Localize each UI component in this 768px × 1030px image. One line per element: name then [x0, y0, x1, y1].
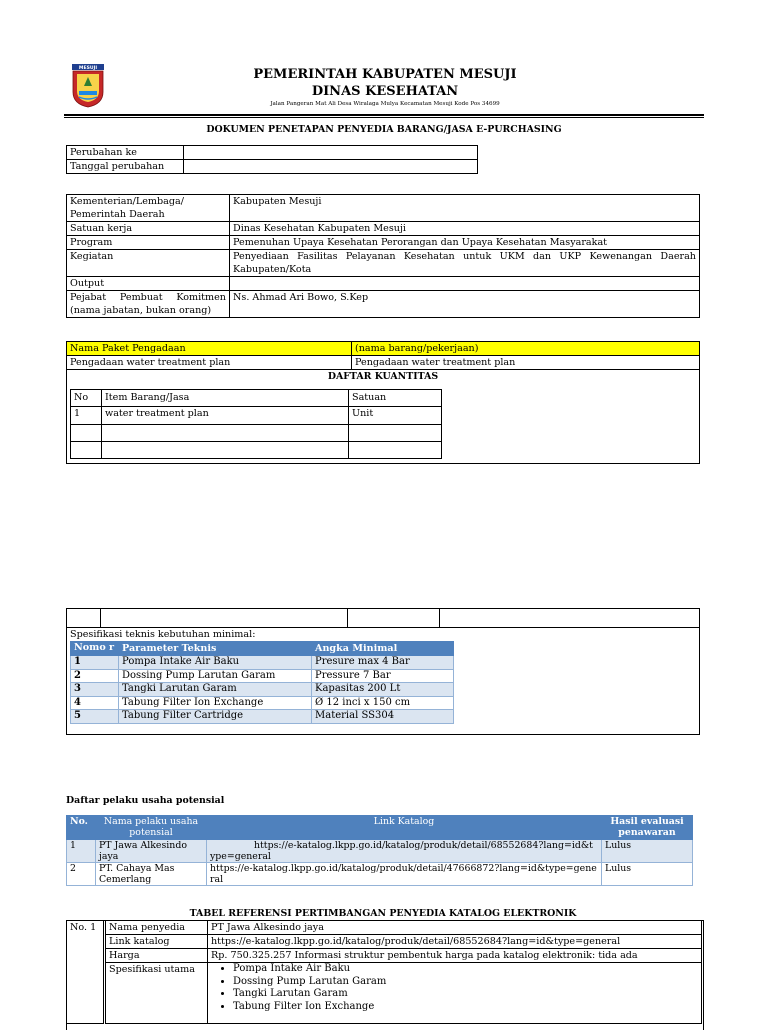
spec-container-table [66, 608, 700, 735]
table-row [71, 656, 454, 670]
info-table [66, 194, 700, 318]
vendor-cell: 2 [67, 863, 96, 886]
vendor-link[interactable]: https://e-katalog.lkpp.go.id/katalog/produk/detail/68552684?lang=id&type=general [207, 840, 602, 863]
price-value: Rp. 750.325.257 Informasi struktur pembentuk harga pada katalog elektronik: tida ada [208, 949, 703, 963]
spec-cell: Tangki Larutan Garam [119, 683, 312, 697]
vendor-link[interactable]: https://e-katalog.lkpp.go.id/katalog/produk/detail/47666872?lang=id&type=general [207, 863, 602, 886]
spec-section [67, 628, 700, 735]
qty-cell [102, 442, 349, 459]
table-row [71, 683, 454, 697]
vendor-header-result: Hasil evaluasi penawaran [602, 816, 693, 840]
qty-cell [349, 442, 442, 459]
empty-cell [348, 609, 440, 628]
spec-header-no: Nomo r [71, 642, 119, 656]
spec-cell: Tabung Filter Cartridge [119, 710, 312, 724]
vendors-title: Daftar pelaku usaha potensial [66, 795, 225, 806]
officer-label-line1: Pejabat Pembuat Komitmen [70, 292, 226, 303]
program-value: Pemenuhan Upaya Kesehatan Perorangan dan Upaya Kesehatan Masyarakat [230, 236, 700, 250]
table-row [71, 407, 442, 425]
spec-cell: Material SS304 [312, 710, 454, 724]
vendor-header-name: Nama pelaku usaha potensial [96, 816, 207, 840]
reference-table [66, 920, 704, 1024]
spec-header-min: Angka Minimal [312, 642, 454, 656]
officer-label [67, 291, 230, 318]
spec-label: Spesifikasi utama [105, 963, 208, 1024]
change-value [184, 146, 478, 160]
price-label: Harga [105, 949, 208, 963]
list-item: • Tangki Larutan Garam [233, 988, 698, 1001]
revision-table [66, 145, 478, 174]
output-value [230, 277, 700, 291]
date-label: Tanggal perubahan [67, 160, 184, 174]
spec-table [70, 641, 454, 724]
vendor-cell: 1 [67, 840, 96, 863]
quantity-section [67, 370, 700, 464]
document-title: DOKUMEN PENETAPAN PENYEDIA BARANG/JASA E-PURCHASING [206, 124, 562, 135]
program-label: Program [67, 236, 230, 250]
agency-title: DINAS KESEHATAN [311, 84, 459, 99]
empty-cell [440, 609, 700, 628]
reference-title: TABEL REFERENSI PERTIMBANGAN PENYEDIA KATALOG ELEKTRONIK [189, 908, 577, 919]
package-name-value-left: Pengadaan water treatment plan [67, 356, 352, 370]
qty-cell [349, 425, 442, 442]
vendor-name-label: Nama penyedia [105, 921, 208, 935]
package-name-hint: (nama barang/pekerjaan) [352, 342, 700, 356]
table-row [71, 442, 442, 459]
vendor-cell: PT Jawa Alkesindo jaya [96, 840, 207, 863]
activity-label: Kegiatan [67, 250, 230, 277]
vendor-header-no: No. [67, 816, 96, 840]
table-row [71, 710, 454, 724]
qty-cell [102, 425, 349, 442]
package-name-label: Nama Paket Pengadaan [67, 342, 352, 356]
spec-cell: 5 [71, 710, 119, 724]
qty-header-item: Item Barang/Jasa [102, 390, 349, 407]
spec-cell: 4 [71, 696, 119, 710]
spec-cell: Dossing Pump Larutan Garam [119, 669, 312, 683]
vendor-cell: Lulus [602, 863, 693, 886]
spec-cell: Pressure 7 Bar [312, 669, 454, 683]
table-row [67, 863, 693, 886]
table-row [71, 669, 454, 683]
spec-header-param: Parameter Teknis [119, 642, 312, 656]
spec-cell: Ø 12 inci x 150 cm [312, 696, 454, 710]
vendor-header-link: Link Katalog [207, 816, 602, 840]
spec-cell: 3 [71, 683, 119, 697]
spec-cell: 2 [71, 669, 119, 683]
regency-logo [70, 64, 106, 108]
list-item: • Pompa Intake Air Baku [233, 963, 698, 976]
empty-cell [67, 609, 101, 628]
unit-label: Satuan kerja [67, 222, 230, 236]
header-rule-thin [64, 117, 704, 118]
activity-value: Penyediaan Fasilitas Pelayanan Kesehatan untuk UKM dan UKP Kewenangan Daerah Kabupaten/Kota [230, 250, 700, 277]
spec-cell: Pompa Intake Air Baku [119, 656, 312, 670]
spec-cell: Tabung Filter Ion Exchange [119, 696, 312, 710]
spec-list [211, 963, 698, 1013]
qty-cell [71, 425, 102, 442]
change-label: Perubahan ke [67, 146, 184, 160]
qty-cell: Unit [349, 407, 442, 425]
ministry-label-line1: Kementerian/Lembaga/ [70, 196, 184, 207]
ministry-label-line2: Pemerintah Daerah [70, 209, 165, 220]
vendor-name-value: PT Jawa Alkesindo jaya [208, 921, 703, 935]
spec-cell: Kapasitas 200 Lt [312, 683, 454, 697]
table-row [67, 840, 693, 863]
output-label: Output [67, 277, 230, 291]
qty-header-no: No [71, 390, 102, 407]
ministry-value: Kabupaten Mesuji [230, 195, 700, 222]
spec-cell: Presure max 4 Bar [312, 656, 454, 670]
officer-value: Ns. Ahmad Ari Bowo, S.Kep [230, 291, 700, 318]
vendor-cell: PT. Cahaya Mas Cemerlang [96, 863, 207, 886]
ministry-label [67, 195, 230, 222]
spec-cell: 1 [71, 656, 119, 670]
empty-cell [101, 609, 348, 628]
logo-text: MESUJI [78, 66, 98, 71]
date-value [184, 160, 478, 174]
vendors-table [66, 815, 693, 886]
table-row [71, 696, 454, 710]
gov-title: PEMERINTAH KABUPATEN MESUJI [253, 67, 517, 82]
agency-address: Jalan Pangeran Mat Ali Desa Wiralaga Mulya Kecamatan Mesuji Kode Pos 34699 [270, 101, 500, 107]
spec-list-cell [208, 963, 703, 1024]
link-value[interactable]: https://e-katalog.lkpp.go.id/katalog/produk/detail/68552684?lang=id&type=general [208, 935, 703, 949]
list-item: • Tabung Filter Ion Exchange [233, 1001, 698, 1014]
package-name-value-right: Pengadaan water treatment plan [352, 356, 700, 370]
unit-value: Dinas Kesehatan Kabupaten Mesuji [230, 222, 700, 236]
package-table [66, 341, 700, 464]
table-row [71, 425, 442, 442]
vendor-cell: Lulus [602, 840, 693, 863]
reference-no: No. 1 [67, 921, 105, 1024]
qty-header-unit: Satuan [349, 390, 442, 407]
officer-label-line2: (nama jabatan, bukan orang) [70, 305, 212, 316]
quantity-table [70, 389, 442, 459]
qty-cell [71, 442, 102, 459]
qty-cell: 1 [71, 407, 102, 425]
link-label: Link katalog [105, 935, 208, 949]
list-item: • Dossing Pump Larutan Garam [233, 976, 698, 989]
qty-cell: water treatment plan [102, 407, 349, 425]
quantity-title: DAFTAR KUANTITAS [327, 371, 439, 382]
header-rule [64, 114, 704, 116]
spec-intro: Spesifikasi teknis kebutuhan minimal: [70, 629, 256, 640]
